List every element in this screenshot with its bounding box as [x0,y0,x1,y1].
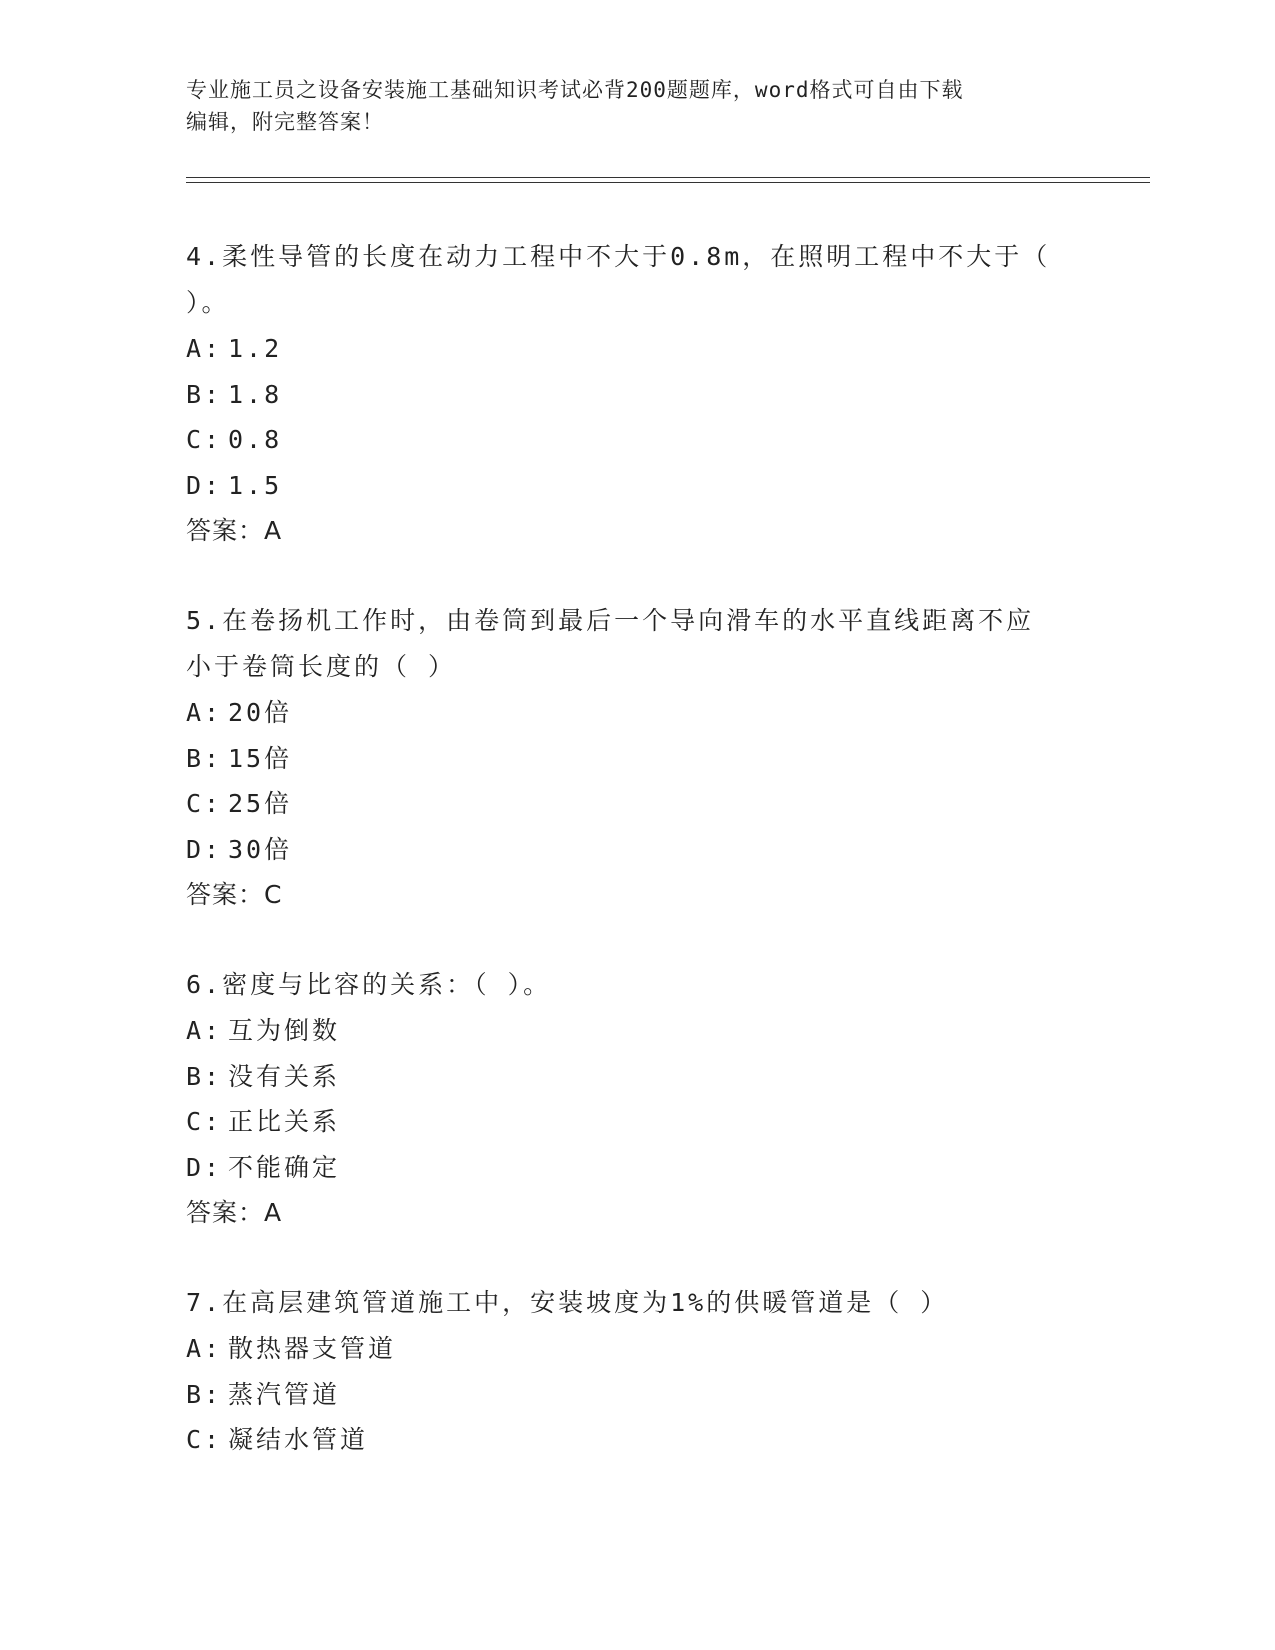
header-title-line2: 编辑，附完整答案！ [186,110,384,134]
option-key: C: [186,1425,223,1454]
option-text: 凝结水管道 [228,1425,369,1454]
question-item [186,598,1066,918]
option-key: A: [186,1016,223,1045]
question-stem [186,962,1066,1008]
question-item [186,962,1066,1236]
option-d [186,1145,1066,1191]
option-text: 正比关系 [228,1107,341,1136]
option-d [186,463,1066,509]
question-stem [186,234,1066,326]
option-c [186,1417,1066,1463]
option-text: 0.8 [228,425,283,454]
option-text: 30倍 [228,834,293,864]
option-key: A: [186,1334,223,1363]
answer-line: 答案：A [186,1198,283,1227]
option-text: 散热器支管道 [228,1334,397,1363]
header-divider-top [186,177,1150,178]
answer-line: 答案：C [186,880,283,909]
question-stem-line: 6.密度与比容的关系：（ ）。 [186,970,552,999]
option-key: D: [186,470,223,500]
question-stem-line: 5.在卷扬机工作时，由卷筒到最后一个导向滑车的水平直线距离不应 [186,606,1035,635]
option-d [186,827,1066,873]
question-stem [186,598,1066,690]
question-list [186,234,1066,1507]
option-a [186,1326,1066,1372]
question-stem-line: 小于卷筒长度的（ ） [186,652,457,681]
option-key: B: [186,1379,223,1409]
option-key: B: [186,1061,223,1091]
option-text: 1.8 [228,379,283,409]
header-divider-bottom [186,182,1150,183]
option-c [186,781,1066,827]
option-key: B: [186,379,223,409]
option-text: 25倍 [228,789,293,818]
question-item [186,234,1066,554]
option-text: 不能确定 [228,1152,341,1182]
option-text: 15倍 [228,743,293,773]
question-stem-line: 7.在高层建筑管道施工中，安装坡度为1%的供暖管道是（ ） [186,1288,949,1317]
option-text: 蒸汽管道 [228,1379,341,1409]
option-text: 互为倒数 [228,1016,341,1045]
question-stem-line: 4.柔性导管的长度在动力工程中不大于0.8m，在照明工程中不大于（ [186,242,1051,271]
option-a [186,1008,1066,1054]
option-a [186,326,1066,372]
option-b [186,736,1066,782]
option-text: 1.5 [228,470,283,500]
answer-line: 答案：A [186,516,283,545]
option-c [186,1099,1066,1145]
document-header [186,74,1066,138]
option-key: D: [186,834,223,864]
option-a [186,690,1066,736]
option-text: 20倍 [228,698,293,727]
header-title-line1: 专业施工员之设备安装施工基础知识考试必背200题题库，word格式可自由下载 [186,78,964,102]
question-item [186,1280,1066,1463]
question-stem-line: ）。 [186,288,230,317]
option-key: C: [186,425,223,454]
option-key: C: [186,789,223,818]
option-b [186,372,1066,418]
option-c [186,417,1066,463]
option-text: 1.2 [228,334,283,363]
option-key: A: [186,698,223,727]
option-key: A: [186,334,223,363]
option-text: 没有关系 [228,1061,341,1091]
question-stem [186,1280,1066,1326]
option-key: C: [186,1107,223,1136]
option-key: B: [186,743,223,773]
option-b [186,1054,1066,1100]
option-key: D: [186,1152,223,1182]
option-b [186,1372,1066,1418]
